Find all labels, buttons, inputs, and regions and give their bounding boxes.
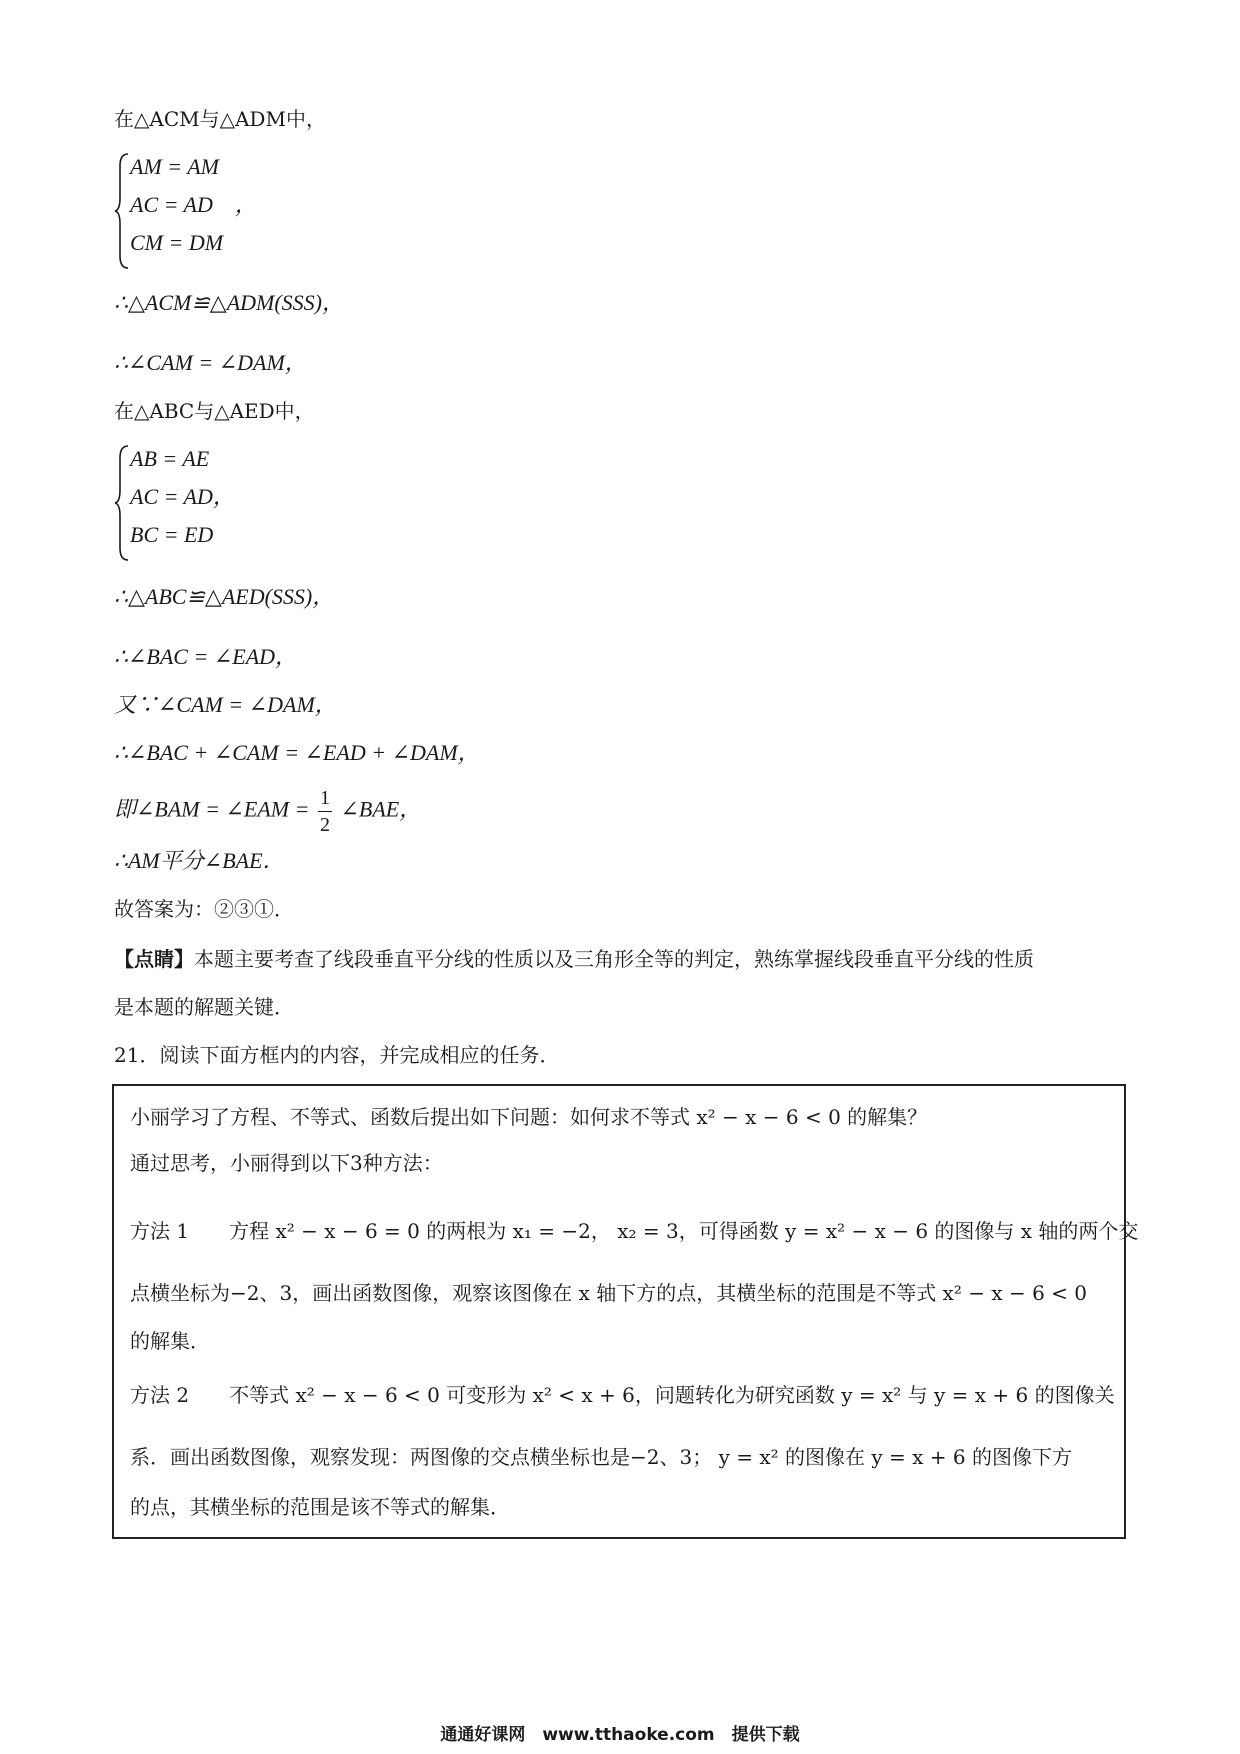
math-line: ∴△ACM≌△ADM(SSS)， xyxy=(114,290,345,315)
math-line: ∴△ABC≌△AED(SSS)， xyxy=(114,584,335,609)
math-line-with-fraction xyxy=(114,788,421,835)
reading-box xyxy=(112,1084,1139,1539)
box-line: 的解集． xyxy=(130,1329,210,1353)
math-line: ∴AM平分∠BAE． xyxy=(114,848,285,873)
question-title: 21．阅读下面方框内的内容，并完成相应的任务． xyxy=(114,1043,560,1067)
math-text: 即∠BAM = ∠EAM = xyxy=(114,796,310,822)
math-line: 又∵∠CAM = ∠DAM， xyxy=(114,692,337,717)
fraction-numerator: 1 xyxy=(318,788,332,812)
note-line xyxy=(114,944,1034,974)
box-line: 通过思考，小丽得到以下3种方法： xyxy=(130,1151,443,1175)
equation-line: AC = AD ， xyxy=(130,192,257,217)
box-line: 方法 1 方程 x² − x − 6 = 0 的两根为 x₁ = −2， x₂ = 3，可得函数 y = x² − x − 6 的图像与 x 轴的两个交 xyxy=(130,1219,1139,1243)
page-footer: 通通好课网 www.tthaoke.com 提供下载 xyxy=(440,1725,800,1745)
box-line: 的点，其横坐标的范围是该不等式的解集． xyxy=(130,1495,510,1519)
note-text: 本题主要考查了线段垂直平分线的性质以及三角形全等的判定，熟练掌握线段垂直平分线的性质 xyxy=(194,947,1034,971)
fraction xyxy=(318,788,332,835)
math-line: ∴∠CAM = ∠DAM， xyxy=(114,350,307,375)
equation-line: AM = AM xyxy=(130,154,219,179)
text-line: 在△ABC与△AED中， xyxy=(114,399,315,423)
equation-line: BC = ED xyxy=(130,522,214,547)
answer-line: 故答案为：②③①． xyxy=(114,897,294,921)
note-line: 是本题的解题关键． xyxy=(114,995,294,1019)
box-line: 小丽学习了方程、不等式、函数后提出如下问题：如何求不等式 x² − x − 6 < 0 的解集？ xyxy=(130,1105,928,1129)
box-line: 点横坐标为−2、3，画出函数图像，观察该图像在 x 轴下方的点，其横坐标的范围是不等式 x² − x − 6 < 0 xyxy=(130,1281,1088,1305)
left-brace-icon xyxy=(114,444,130,562)
math-line: ∴∠BAC = ∠EAD， xyxy=(114,644,298,669)
equation-line: CM = DM xyxy=(130,230,224,255)
equation-line: AB = AE xyxy=(130,446,210,471)
math-line: ∴∠BAC + ∠CAM = ∠EAD + ∠DAM， xyxy=(114,740,480,765)
equation-line: AC = AD， xyxy=(130,484,235,509)
fraction-denominator: 2 xyxy=(319,814,330,836)
box-line: 方法 2 不等式 x² − x − 6 < 0 可变形为 x² < x + 6，问题转化为研究函数 y = x² 与 y = x + 6 的图像关 xyxy=(130,1383,1115,1407)
text-line: 在△ACM与△ADM中， xyxy=(114,107,326,131)
box-line: 系．画出函数图像，观察发现：两图像的交点横坐标也是−2、3； y = x² 的图像在 y = x + 6 的图像下方 xyxy=(130,1445,1072,1469)
math-text: ∠BAE， xyxy=(340,796,422,822)
note-label: 【点睛】 xyxy=(114,947,194,971)
left-brace-icon xyxy=(114,152,130,270)
